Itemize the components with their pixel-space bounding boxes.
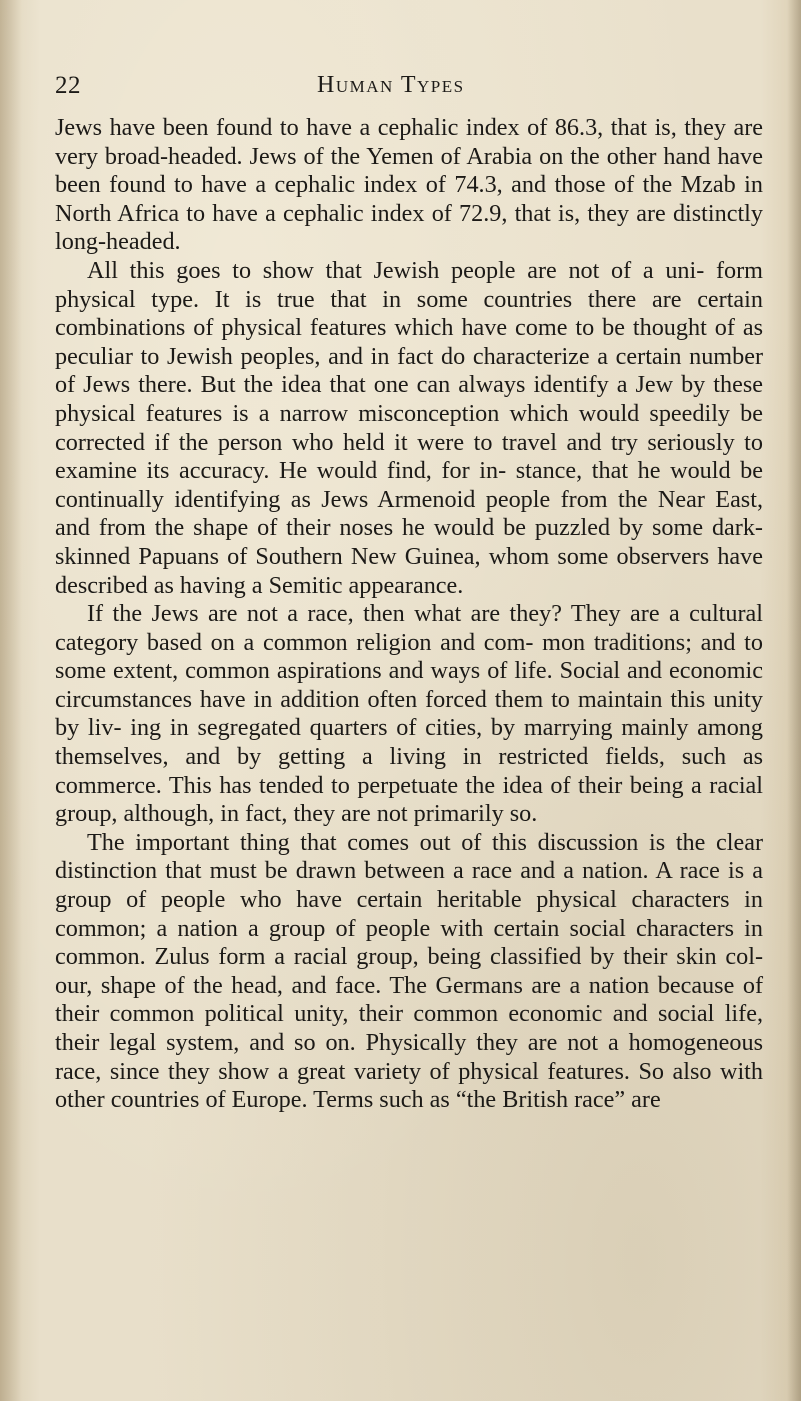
paragraph-3: If the Jews are not a race, then what are they? They are a cultural category based on a common religion and com- mon traditions; and to some extent, common aspirations and ways of life. Social and economic circumstances have in addition often forced them to maintain this unity by liv- ing in segregated quarters of cities, by marrying mainly among themselves, and by getting a living in restricted fields, such as commerce. This has tended to perpetuate the idea of their being a racial group, although, in fact, they are not primarily so. bbox=[55, 600, 763, 828]
page-gutter-shadow bbox=[0, 0, 22, 1401]
page-number: 22 bbox=[55, 72, 81, 99]
paragraph-2: All this goes to show that Jewish people are not of a uni- form physical type. It is true that in some countries there are certain combinations of physical features which have come to be thought of as peculiar to Jewish peoples, and in fact do characterize a certain number of Jews there. But the idea that one can always identify a Jew by these physical features is a narrow misconception which would speedily be corrected if the person who held it were to travel and try seriously to examine its accuracy. He would find, for in- stance, that he would be continually identifying as Jews Armenoid people from the Near East, and from the shape of their noses he would be puzzled by some dark-skinned Papuans of Southern New Guinea, whom some observers have described as having a Semitic appearance. bbox=[55, 256, 763, 599]
page-header bbox=[55, 72, 755, 106]
paragraph-1: Jews have been found to have a cephalic index of 86.3, that is, they are very broad-headed. Jews of the Yemen of Arabia on the other hand have been found to have a cephalic index of 74.3, and those of the Mzab in North Africa to have a cephalic index of 72.9, that is, they are distinctly long-headed. bbox=[55, 114, 763, 256]
page-edge-shadow bbox=[787, 0, 801, 1401]
running-head: Human Types bbox=[317, 72, 465, 98]
paragraph-4: The important thing that comes out of this discussion is the clear distinction that must be drawn between a race and a nation. A race is a group of people who have certain heritable physical characters in common; a nation a group of people with certain social characters in common. Zulus form a racial group, being classified by their skin col- our, shape of the head, and face. The Germans are a nation because of their common political unity, their common economic and social life, their legal system, and so on. Physically they are not a homogeneous race, since they show a great variety of physical features. So also with other countries of Europe. Terms such as “the British race” are bbox=[55, 828, 763, 1114]
body-text bbox=[55, 114, 763, 1115]
